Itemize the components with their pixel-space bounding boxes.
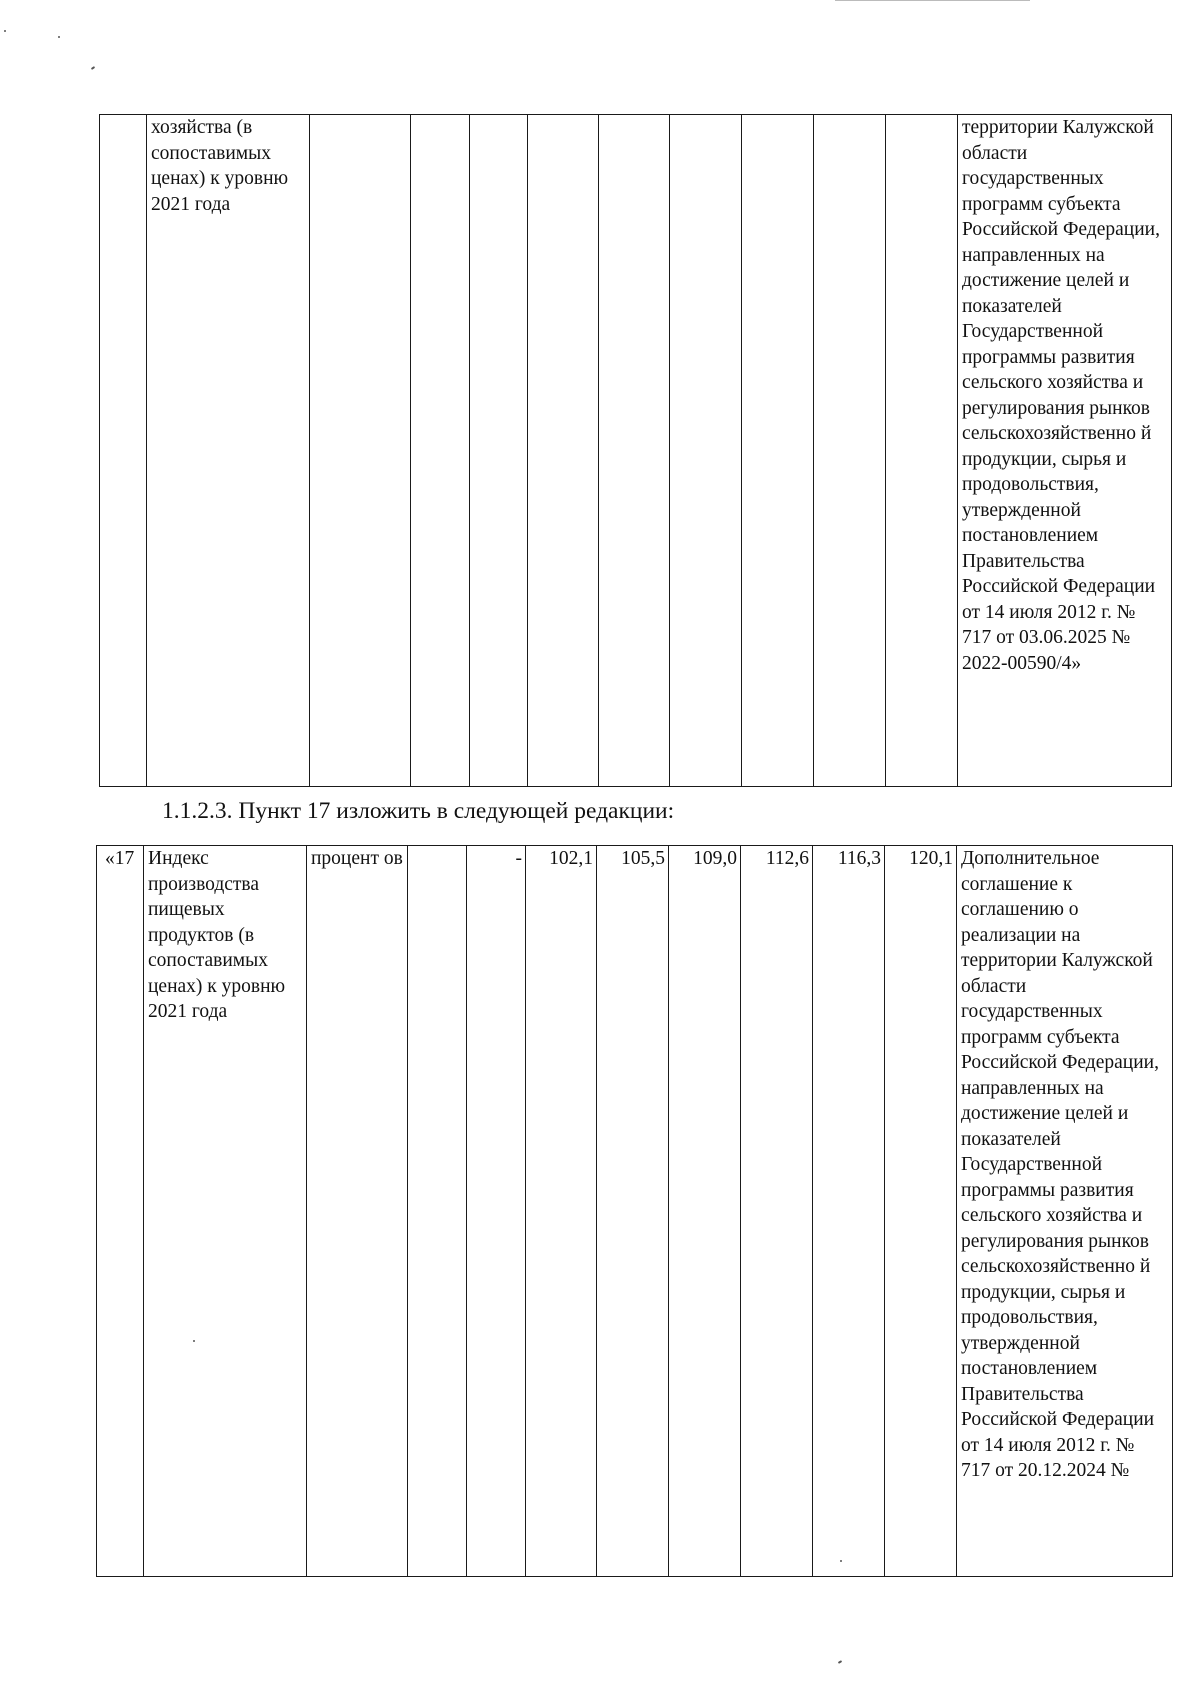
scan-top-rule	[835, 0, 1030, 1]
value-cell: 116,3	[813, 846, 885, 1577]
scan-speck	[58, 36, 60, 38]
table-row	[100, 115, 1172, 787]
value-cell: 105,5	[597, 846, 669, 1577]
indicator-name-cell: хозяйства (в сопоставимых ценах) к уровню 2021 года	[147, 115, 310, 787]
amendment-paragraph: 1.1.2.3. Пункт 17 изложить в следующей редакции:	[162, 798, 675, 824]
value-cell: 109,0	[669, 846, 741, 1577]
value-cell: 112,6	[741, 846, 813, 1577]
unit-cell	[310, 115, 411, 787]
row-number-cell	[100, 115, 147, 787]
basis-cell: территории Калужской области государственных программ субъекта Российской Федерации, направленных на достижение целей и показателей Государственной программы развития сельского хозяйства и регулирования рынков сельскохозяйственно й продукции, сырья и продовольствия, утвержденной постановлением Правительства Российской Федерации от 14 июля 2012 г. № 717 от 03.06.2025 № 2022-00590/4»	[958, 115, 1172, 787]
value-cell	[670, 115, 742, 787]
value-cell	[886, 115, 958, 787]
value-cell: 120,1	[885, 846, 957, 1577]
value-cell: 102,1	[526, 846, 597, 1577]
value-cell	[470, 115, 528, 787]
basis-cell: Дополнительное соглашение к соглашению о реализации на территории Калужской области государственных программ субъекта Российской Федерации, направленных на достижение целей и показателей Государственной программы развития сельского хозяйства и регулирования рынков сельскохозяйственно й продукции, сырья и продовольствия, утвержденной постановлением Правительства Российской Федерации от 14 июля 2012 г. № 717 от 20.12.2024 №	[957, 846, 1173, 1577]
scan-speck	[4, 30, 6, 32]
amendment-table	[96, 845, 1173, 1577]
table-row	[97, 846, 1173, 1577]
value-cell	[742, 115, 814, 787]
value-cell	[408, 846, 467, 1577]
indicator-name-cell: Индекс производства пищевых продуктов (в сопоставимых ценах) к уровню 2021 года	[144, 846, 307, 1577]
value-cell	[814, 115, 886, 787]
scan-speck	[838, 1660, 842, 1664]
value-cell	[528, 115, 599, 787]
row-number-cell: «17	[97, 846, 144, 1577]
unit-cell: процент ов	[307, 846, 408, 1577]
value-cell	[411, 115, 470, 787]
scan-speck	[91, 66, 95, 70]
continued-table	[99, 114, 1172, 787]
value-cell	[599, 115, 670, 787]
base-value-cell: -	[467, 846, 526, 1577]
